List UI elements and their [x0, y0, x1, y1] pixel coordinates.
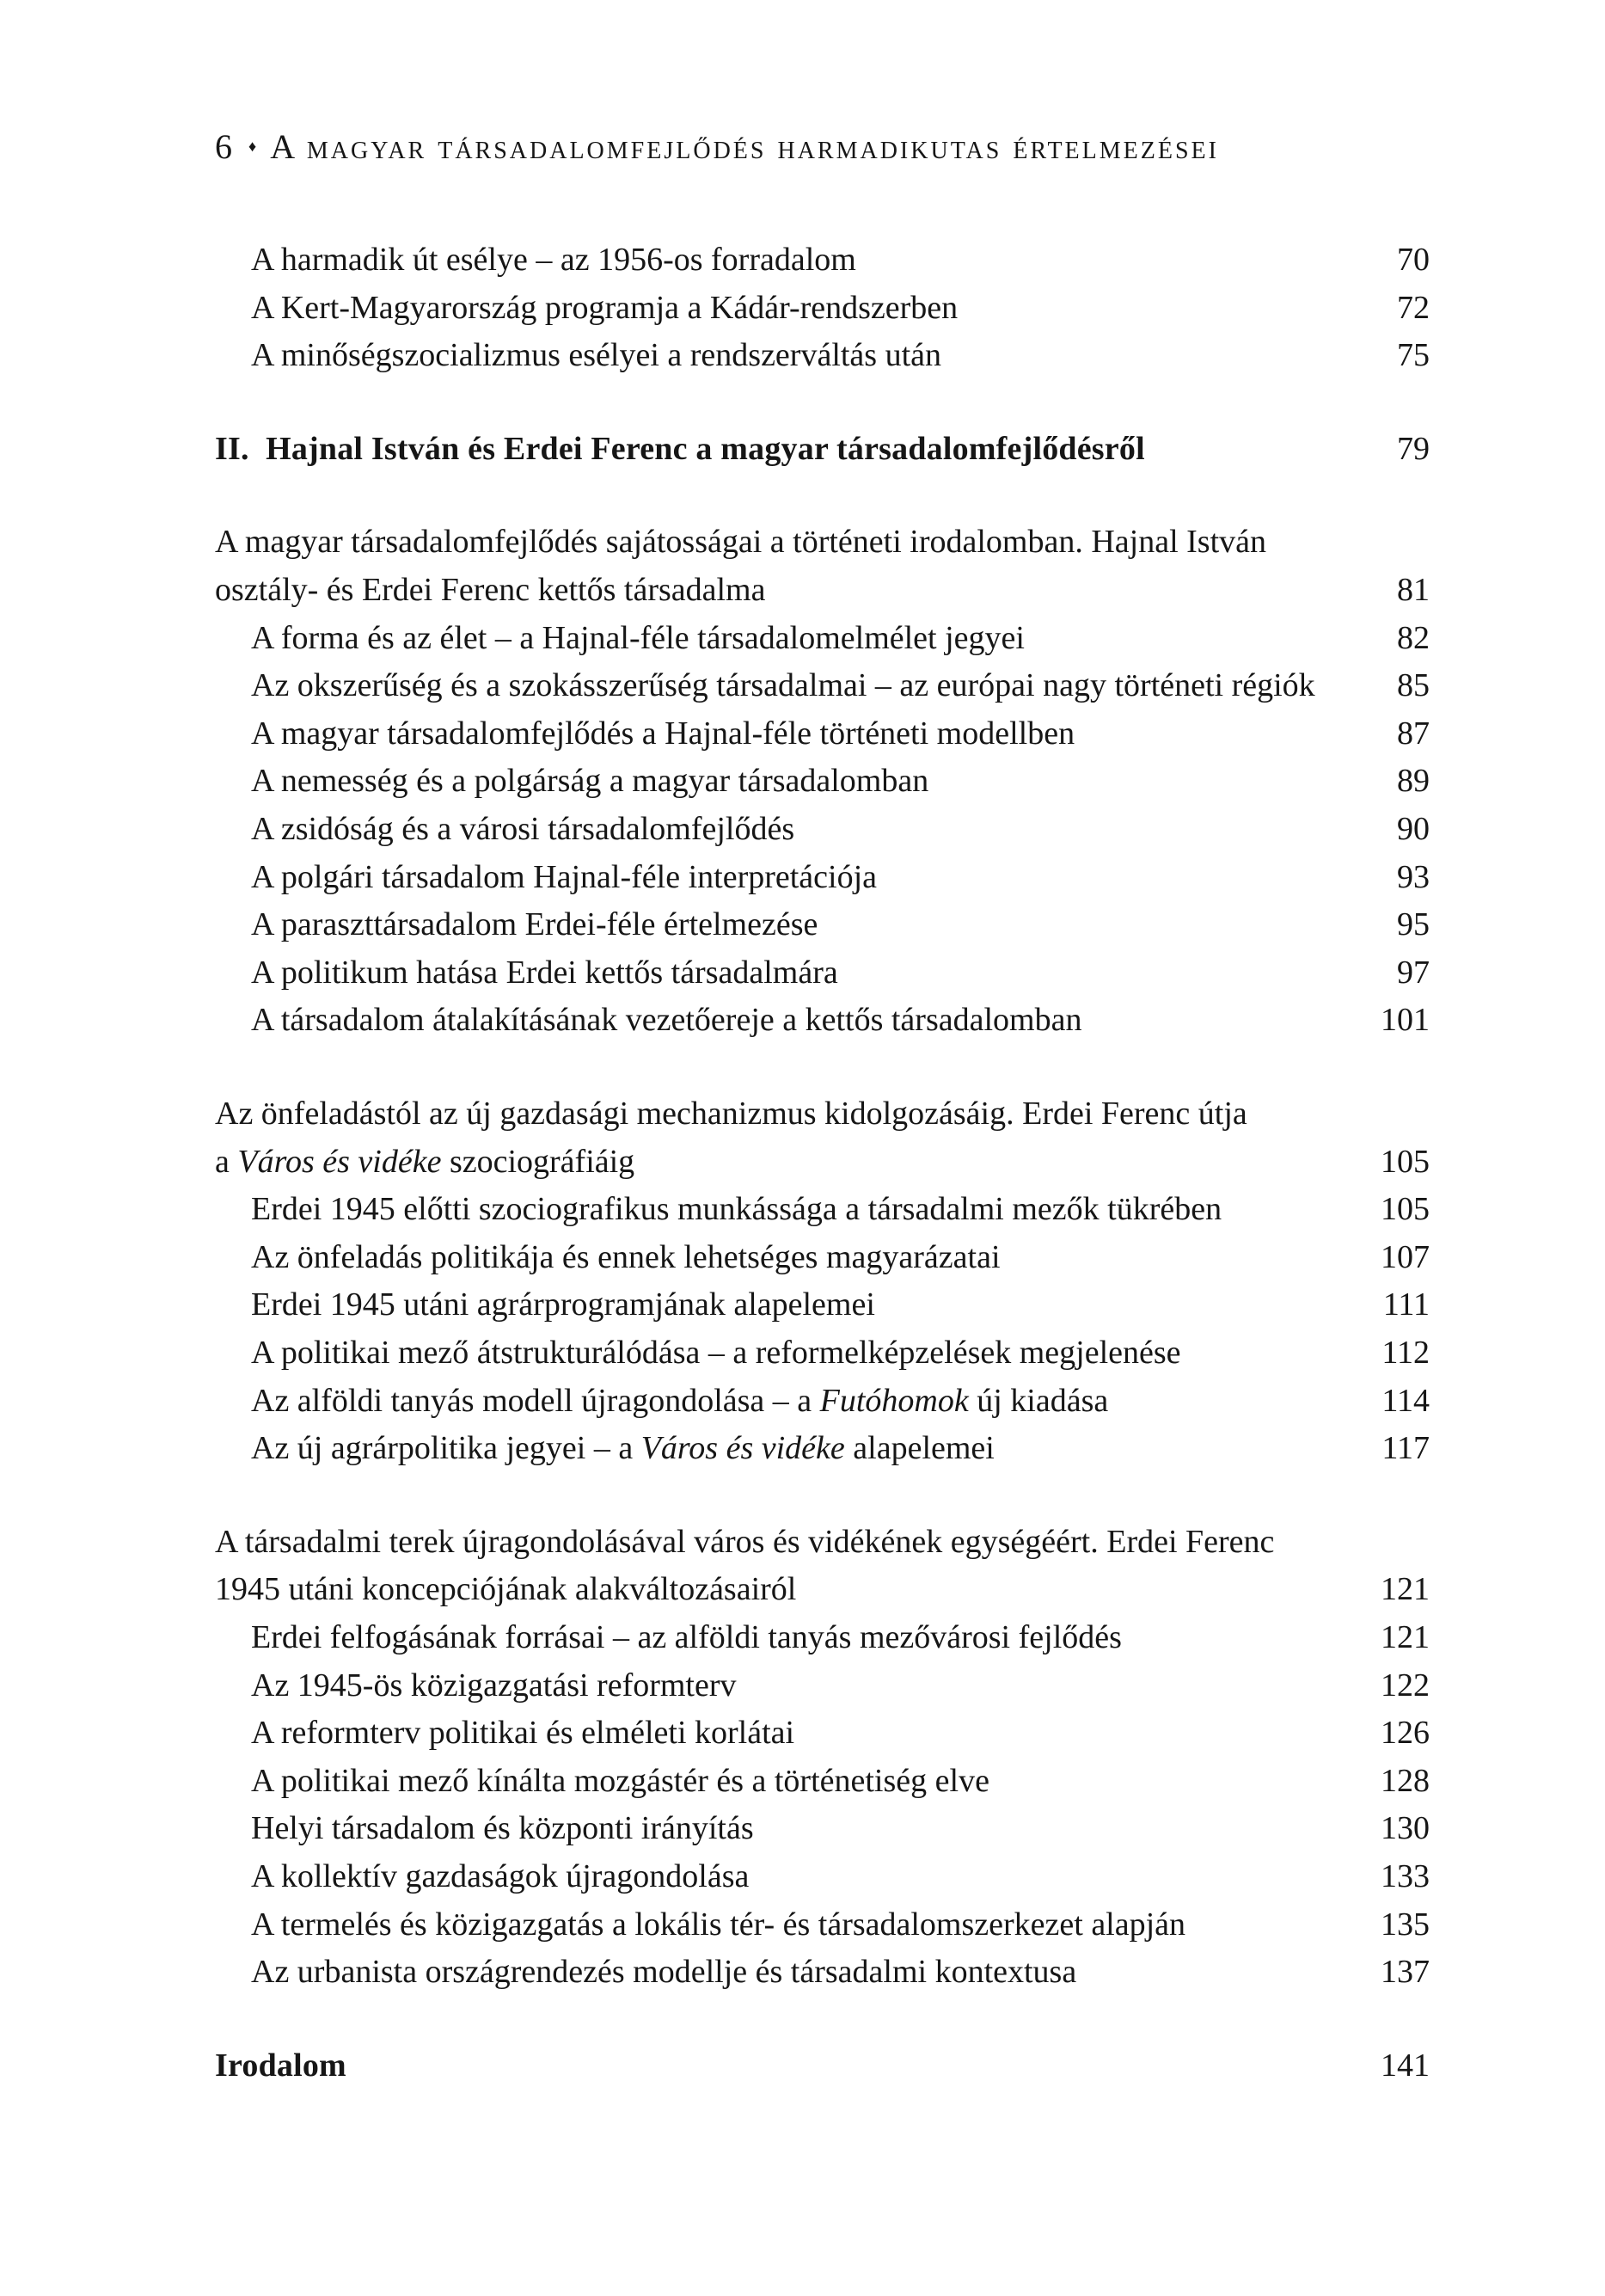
entry-title — [215, 1758, 989, 1806]
entry-title-segment: Az alföldi tanyás modell újragondolása – a — [251, 1382, 820, 1419]
header-title: A magyar társadalomfejlődés harmadikutas értelmezései — [270, 127, 1219, 167]
entry-title-segment: A magyar társadalomfejlődés sajátosságai a történeti irodalomban. Hajnal István — [215, 524, 1266, 561]
entry-title — [215, 567, 765, 615]
entry-page-number: 101 — [1381, 1002, 1430, 1039]
entry-page-number: 97 — [1397, 954, 1430, 991]
entry-title-segment: A társadalmi terek újragondolásával város és vidékének egységéért. Erdei Ferenc — [215, 1523, 1275, 1560]
entry-page-number: 121 — [1381, 1618, 1430, 1655]
entry-page-number: 85 — [1397, 667, 1430, 704]
running-header — [215, 122, 1430, 171]
entry-page-number: 72 — [1397, 289, 1430, 326]
table-of-contents — [215, 236, 1430, 2090]
toc-entry-row — [215, 1281, 1430, 1329]
entry-title — [215, 1378, 1108, 1426]
toc-entry-row — [215, 1090, 1430, 1139]
toc-entry-row — [215, 1378, 1430, 1426]
entry-title — [215, 1139, 634, 1187]
entry-title — [215, 1949, 1076, 1997]
toc-entry-row — [215, 710, 1430, 758]
entry-page-number: 126 — [1381, 1715, 1430, 1752]
entry-title — [215, 662, 1315, 710]
entry-page-number: 112 — [1381, 1334, 1430, 1371]
entry-title-segment: II. Hajnal István és Erdei Ferenc a magyar társadalomfejlődésről — [215, 430, 1145, 467]
entry-title-segment: A harmadik út esélye – az 1956-os forradalom — [251, 242, 856, 279]
entry-title — [215, 997, 1081, 1045]
entry-title-segment: A társadalom átalakításának vezetőereje a kettős társadalomban — [251, 1002, 1082, 1039]
entry-title — [215, 1566, 796, 1614]
toc-entry-row — [215, 662, 1430, 710]
toc-entry-row — [215, 1662, 1430, 1710]
entry-title-italic-segment: Futóhomok — [819, 1382, 969, 1419]
toc-entry-row — [215, 1186, 1430, 1234]
entry-title-segment: A politikai mező kínálta mozgástér és a történetiség elve — [251, 1762, 989, 1799]
entry-page-number: 107 — [1381, 1238, 1430, 1275]
entry-title-segment: A minőségszocializmus esélyei a rendszerváltás után — [251, 337, 942, 374]
entry-title-segment: A termelés és közigazgatás a lokális tér- és társadalomszerkezet alapján — [251, 1906, 1186, 1943]
entry-title — [215, 1281, 875, 1329]
entry-page-number: 89 — [1397, 763, 1430, 800]
entry-page-number: 133 — [1381, 1857, 1430, 1894]
entry-title-segment: új kiadása — [968, 1382, 1109, 1419]
entry-page-number: 114 — [1381, 1382, 1430, 1419]
entry-page-number: 117 — [1381, 1430, 1430, 1467]
entry-title-segment: Az új agrárpolitika jegyei – a — [251, 1430, 641, 1467]
toc-entry-row — [215, 1566, 1430, 1614]
toc-entry-row — [215, 854, 1430, 902]
entry-page-number: 75 — [1397, 337, 1430, 374]
section-gap — [215, 1997, 1430, 2042]
entry-title-italic-segment: Város és vidéke — [237, 1143, 442, 1180]
entry-title-segment: alapelemei — [844, 1430, 995, 1467]
entry-title — [215, 1805, 754, 1853]
entry-title-segment: osztály- és Erdei Ferenc kettős társadalma — [215, 572, 766, 609]
entry-title — [215, 949, 838, 998]
entry-page-number: 105 — [1381, 1191, 1430, 1228]
toc-entry-row — [215, 1901, 1430, 1949]
toc-entry-row — [215, 1234, 1430, 1282]
entry-title-segment: A polgári társadalom Hajnal-féle interpretációja — [251, 858, 878, 895]
toc-entry-row — [215, 1519, 1430, 1567]
entry-title — [215, 519, 1266, 567]
entry-title — [215, 1186, 1222, 1234]
toc-entry-row — [215, 519, 1430, 567]
entry-title — [215, 236, 856, 285]
entry-title-segment: Erdei 1945 utáni agrárprogramjának alapelemei — [251, 1286, 875, 1323]
toc-entry-row — [215, 949, 1430, 998]
entry-title-segment: A kollektív gazdaságok újragondolása — [251, 1857, 750, 1894]
entry-page-number: 135 — [1381, 1906, 1430, 1943]
entry-title-segment: A forma és az élet – a Hajnal-féle társadalomelmélet jegyei — [251, 619, 1025, 656]
entry-page-number: 70 — [1397, 242, 1430, 279]
toc-entry-row — [215, 1329, 1430, 1378]
entry-title-segment: Az önfeladás politikája és ennek lehetséges magyarázatai — [251, 1238, 1001, 1275]
entry-title — [215, 426, 1145, 474]
entry-title — [215, 2042, 346, 2090]
entry-title — [215, 285, 958, 333]
entry-page-number: 93 — [1397, 858, 1430, 895]
entry-page-number: 130 — [1381, 1810, 1430, 1847]
toc-entry-row — [215, 1949, 1430, 1997]
entry-title-segment: A politikum hatása Erdei kettős társadalmára — [251, 954, 838, 991]
entry-page-number: 128 — [1381, 1762, 1430, 1799]
entry-page-number: 141 — [1381, 2047, 1430, 2084]
entry-title-segment: Helyi társadalom és központi irányítás — [251, 1810, 754, 1847]
entry-title-segment: Az 1945-ös közigazgatási reformterv — [251, 1667, 737, 1704]
toc-entry-row — [215, 615, 1430, 663]
entry-title-segment: A Kert-Magyarország programja a Kádár-rendszerben — [251, 289, 959, 326]
entry-title — [215, 854, 877, 902]
toc-entry-row — [215, 567, 1430, 615]
entry-page-number: 105 — [1381, 1143, 1430, 1180]
entry-title — [215, 1662, 737, 1710]
toc-entry-row — [215, 1758, 1430, 1806]
toc-entry-row — [215, 1425, 1430, 1473]
entry-title-segment: Erdei felfogásának forrásai – az alföldi tanyás mezővárosi fejlődés — [251, 1618, 1122, 1655]
entry-title — [215, 806, 794, 854]
toc-entry-row — [215, 1853, 1430, 1901]
entry-title — [215, 1519, 1274, 1567]
entry-title — [215, 1614, 1122, 1662]
toc-entry-row — [215, 1710, 1430, 1758]
toc-entry-row — [215, 997, 1430, 1045]
header-page-number: 6 — [215, 127, 235, 167]
section-gap — [215, 473, 1430, 519]
entry-title — [215, 1329, 1181, 1378]
entry-title-segment: A politikai mező átstrukturálódása – a reformelképzelések megjelenése — [251, 1334, 1181, 1371]
toc-entry-row — [215, 1139, 1430, 1187]
entry-title-segment: A nemesség és a polgárság a magyar társadalomban — [251, 763, 929, 800]
entry-title — [215, 1425, 995, 1473]
entry-title — [215, 1853, 749, 1901]
toc-entry-row — [215, 758, 1430, 806]
toc-entry-row — [215, 1805, 1430, 1853]
entry-page-number: 111 — [1382, 1286, 1430, 1323]
entry-title — [215, 1901, 1185, 1949]
entry-title — [215, 615, 1025, 663]
section-gap — [215, 380, 1430, 426]
entry-page-number: 122 — [1381, 1667, 1430, 1704]
diamond-separator-icon: ♦ — [248, 138, 257, 155]
toc-section-heading-row — [215, 426, 1430, 474]
entry-title-segment: A paraszttársadalom Erdei-féle értelmezése — [251, 906, 818, 943]
entry-title-segment: Az önfeladástól az új gazdasági mechanizmus kidolgozásáig. Erdei Ferenc útja — [215, 1096, 1247, 1132]
entry-page-number: 79 — [1397, 430, 1430, 467]
entry-page-number: 90 — [1397, 811, 1430, 848]
entry-title — [215, 1710, 794, 1758]
entry-page-number: 137 — [1381, 1954, 1430, 1991]
entry-title — [215, 901, 818, 949]
toc-entry-row — [215, 806, 1430, 854]
entry-title-segment: Az urbanista országrendezés modellje és társadalmi kontextusa — [251, 1954, 1077, 1991]
entry-title-italic-segment: Város és vidéke — [640, 1430, 845, 1467]
entry-page-number: 81 — [1397, 572, 1430, 609]
entry-title-segment: Az okszerűség és a szokásszerűség társadalmai – az európai nagy történeti régiók — [251, 667, 1315, 704]
section-gap — [215, 1045, 1430, 1090]
entry-title — [215, 758, 928, 806]
entry-title — [215, 1090, 1247, 1139]
toc-entry-row — [215, 1614, 1430, 1662]
entry-title-segment: Erdei 1945 előtti szociografikus munkássága a társadalmi mezők tükrében — [251, 1191, 1222, 1228]
toc-entry-row — [215, 332, 1430, 380]
entry-title-segment: szociográfiáig — [441, 1143, 635, 1180]
entry-page-number: 87 — [1397, 715, 1430, 752]
entry-title-segment: A reformterv politikai és elméleti korlátai — [251, 1715, 795, 1752]
entry-title — [215, 710, 1075, 758]
entry-title — [215, 1234, 1001, 1282]
entry-title-segment: A zsidóság és a városi társadalomfejlődés — [251, 811, 795, 848]
entry-title-segment: a — [215, 1143, 238, 1180]
entry-page-number: 82 — [1397, 619, 1430, 656]
entry-title-segment: A magyar társadalomfejlődés a Hajnal-féle történeti modellben — [251, 715, 1075, 752]
toc-entry-row — [215, 901, 1430, 949]
entry-title-segment: Irodalom — [215, 2047, 346, 2084]
entry-page-number: 95 — [1397, 906, 1430, 943]
section-gap — [215, 1473, 1430, 1519]
toc-entry-row — [215, 236, 1430, 285]
entry-title — [215, 332, 941, 380]
toc-section-heading-row — [215, 2042, 1430, 2090]
entry-page-number: 121 — [1381, 1571, 1430, 1608]
entry-title-segment: 1945 utáni koncepciójának alakváltozásairól — [215, 1571, 797, 1608]
toc-entry-row — [215, 285, 1430, 333]
